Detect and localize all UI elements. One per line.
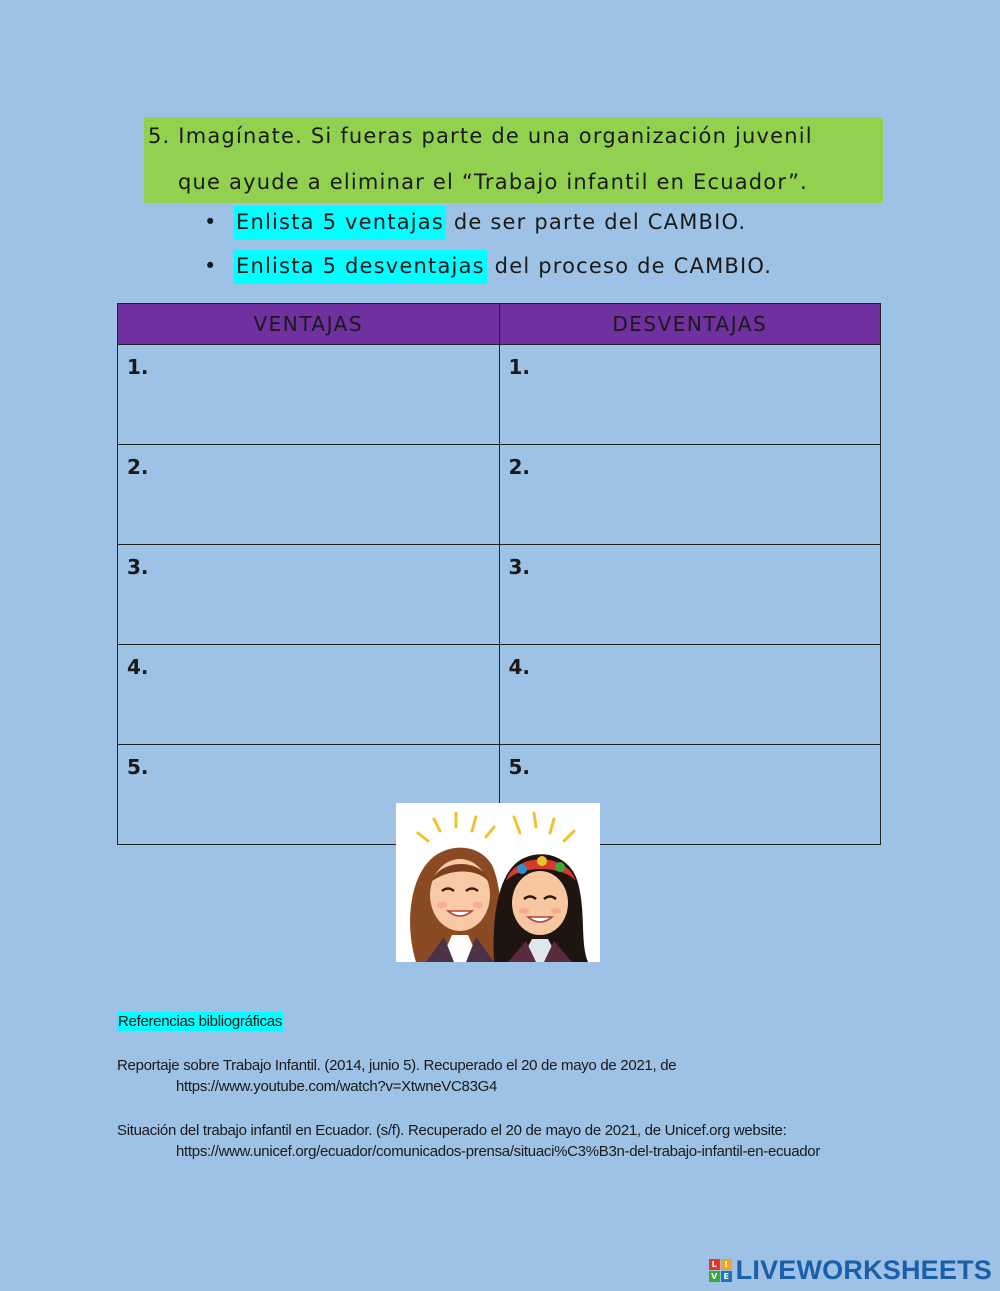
table-row [118, 545, 881, 645]
ventaja-cell[interactable]: 4. [118, 645, 500, 745]
brand-name: LIVEWORKSHEETS [735, 1255, 992, 1285]
logo-letter: I [721, 1259, 732, 1270]
table-header-row [118, 304, 881, 345]
reference-url[interactable]: https://www.unicef.org/ecuador/comunicados-prensa/situaci%C3%B3n-del-trabajo-infantil-en-ecuador [176, 1143, 821, 1160]
logo-letter: E [721, 1271, 732, 1282]
references-title: Referencias bibliográficas [118, 1013, 282, 1030]
bullet-text: del proceso de CAMBIO. [486, 254, 773, 278]
reference-item [117, 1120, 820, 1162]
header-ventajas: VENTAJAS [118, 304, 500, 345]
reference-text: Situación del trabajo infantil en Ecuador. (s/f). Recuperado el 20 de mayo de 2021, de Unicef.org website: [117, 1122, 787, 1139]
bullet-text: de ser parte del CAMBIO. [446, 210, 747, 234]
two-girls-illustration [396, 803, 600, 962]
ventaja-cell[interactable]: 5. [118, 745, 500, 845]
bullet-dot-icon: • [204, 254, 218, 278]
bullet-desventajas [204, 254, 772, 278]
header-desventajas: DESVENTAJAS [499, 304, 881, 345]
desventaja-cell[interactable]: 1. [499, 345, 881, 445]
ventaja-cell[interactable]: 3. [118, 545, 500, 645]
bullet-dot-icon: • [204, 210, 218, 234]
question-line-1: 5. Imagínate. Si fueras parte de una organización juvenil [148, 124, 813, 148]
logo-letter: V [709, 1271, 720, 1282]
desventaja-cell[interactable]: 4. [499, 645, 881, 745]
question-line-2: que ayude a eliminar el “Trabajo infantil en Ecuador”. [178, 170, 809, 194]
desventaja-cell[interactable]: 5. [499, 745, 881, 845]
table-row [118, 445, 881, 545]
ventaja-cell[interactable]: 1. [118, 345, 500, 445]
reference-url[interactable]: https://www.youtube.com/watch?v=XtwneVC83G4 [176, 1078, 498, 1095]
desventaja-cell[interactable]: 3. [499, 545, 881, 645]
desventaja-cell[interactable]: 2. [499, 445, 881, 545]
bullet-ventajas [204, 210, 746, 234]
ventajas-desventajas-table [117, 303, 881, 845]
bullet-highlight: Enlista 5 ventajas [234, 206, 446, 240]
liveworksheets-logo-icon [709, 1259, 732, 1282]
logo-letter: L [709, 1259, 720, 1270]
liveworksheets-brand [709, 1255, 992, 1286]
table-row [118, 645, 881, 745]
table-row [118, 345, 881, 445]
reference-item [117, 1055, 676, 1097]
bullet-highlight: Enlista 5 desventajas [234, 250, 487, 284]
ventaja-cell[interactable]: 2. [118, 445, 500, 545]
reference-text: Reportaje sobre Trabajo Infantil. (2014, junio 5). Recuperado el 20 de mayo de 2021, de [117, 1057, 677, 1074]
